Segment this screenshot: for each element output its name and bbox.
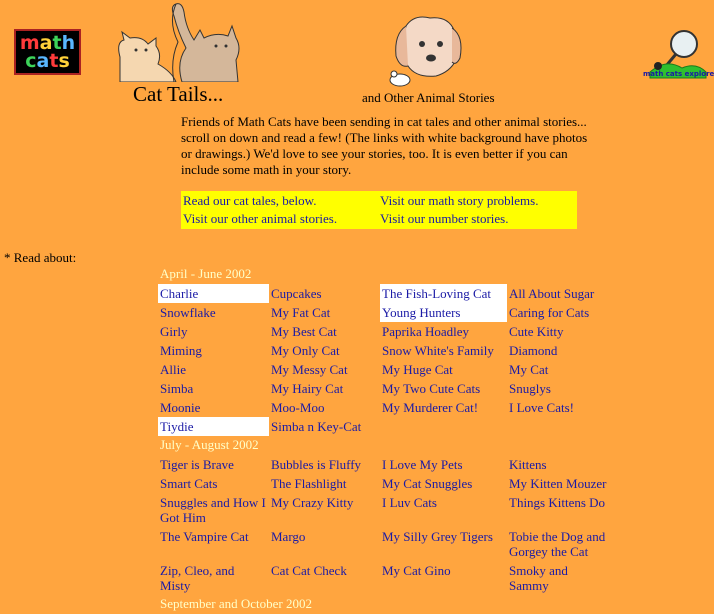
read-about-label: * Read about: [4,250,77,265]
logo-letter: t [49,50,59,72]
story-link[interactable]: My Two Cute Cats [382,381,481,396]
story-link[interactable]: My Cat [509,362,549,377]
story-link[interactable]: Snowflake [160,305,216,320]
math-cats-logo[interactable] [14,29,81,75]
story-link[interactable]: Cupcakes [271,286,322,301]
story-link[interactable]: Young Hunters [380,303,507,322]
story-link[interactable]: Miming [160,343,202,358]
section-heading: September and October 2002 [160,596,312,611]
story-link[interactable]: My Hairy Cat [271,381,344,396]
story-link[interactable]: The Vampire Cat [160,529,249,544]
story-link[interactable]: Bubbles is Fluffy [271,457,362,472]
story-link[interactable]: Moonie [160,400,201,415]
story-link[interactable]: Paprika Hoadley [382,324,470,339]
dog-and-mouse-illustration [386,16,466,90]
story-link[interactable]: Moo-Moo [271,400,325,415]
math-story-problems-link[interactable]: Visit our math story problems. [380,193,539,208]
story-link[interactable]: Diamond [509,343,558,358]
logo-letter: s [58,50,70,72]
story-link[interactable]: Margo [271,529,306,544]
story-link[interactable]: Allie [160,362,186,377]
story-link[interactable]: My Crazy Kitty [271,495,354,510]
read-cat-tales-link[interactable]: Read our cat tales, below. [183,193,317,208]
story-link[interactable]: Tobie the Dog and Gorgey the Cat [509,529,606,559]
story-link[interactable]: My Huge Cat [382,362,453,377]
logo-word-cats [25,52,70,70]
logo-letter: a [39,32,53,54]
logo-letter: h [61,32,76,54]
story-link[interactable]: The Fish-Loving Cat [380,284,507,303]
story-grid [158,284,610,436]
logo-letter: t [52,32,62,54]
story-link[interactable]: Tiger is Brave [160,457,234,472]
story-grid [158,455,610,595]
story-link[interactable]: My Murderer Cat! [382,400,479,415]
story-link[interactable]: I Love My Pets [382,457,463,472]
story-link[interactable]: I Love Cats! [509,400,574,415]
empty-cell [507,417,610,436]
story-link[interactable]: Cat Cat Check [271,563,347,578]
empty-cell [380,417,507,436]
story-link[interactable]: My Kitten Mouzer [509,476,607,491]
story-link[interactable]: Things Kittens Do [509,495,606,510]
story-link[interactable]: My Fat Cat [271,305,331,320]
story-listing [158,265,610,614]
story-link[interactable]: Simba [160,381,194,396]
story-link[interactable]: Girly [160,324,188,339]
number-stories-link[interactable]: Visit our number stories. [380,211,509,226]
story-link[interactable]: My Best Cat [271,324,337,339]
intro-paragraph: Friends of Math Cats have been sending in cat tales and other animal stories... scroll on down and read a few! (The links with white background have photos or drawings.) We'd love to see your stories, too. It is even better if you can include some math in your story. [181,114,588,177]
explore-caption[interactable]: math cats explore [643,70,714,78]
logo-letter: c [25,50,37,72]
section-heading: April - June 2002 [160,266,252,281]
story-link[interactable]: All About Sugar [509,286,595,301]
page-subtitle: and Other Animal Stories [362,90,495,105]
logo-letter: a [36,50,50,72]
story-link[interactable]: My Cat Snuggles [382,476,473,491]
story-link[interactable]: Snow White's Family [382,343,494,358]
story-link[interactable]: Cute Kitty [509,324,564,339]
story-link[interactable]: Charlie [158,284,269,303]
story-link[interactable]: Tiydie [158,417,269,436]
story-link[interactable]: The Flashlight [271,476,347,491]
story-link[interactable]: Snuglys [509,381,551,396]
story-link[interactable]: Simba n Key-Cat [271,419,362,434]
story-link[interactable]: My Silly Grey Tigers [382,529,493,544]
story-link[interactable]: Smart Cats [160,476,218,491]
story-link[interactable]: My Only Cat [271,343,340,358]
logo-letter: m [19,32,40,54]
navigation-box [181,191,577,229]
story-link[interactable]: Caring for Cats [509,305,590,320]
page-title: Cat Tails... [133,82,224,106]
story-link[interactable]: My Messy Cat [271,362,348,377]
story-link[interactable]: I Luv Cats [382,495,437,510]
story-link[interactable]: My Cat Gino [382,563,451,578]
other-animal-stories-link[interactable]: Visit our other animal stories. [183,211,338,226]
story-link[interactable]: Kittens [509,457,547,472]
section-heading: July - August 2002 [160,437,259,452]
cats-illustration [112,2,242,82]
story-link[interactable]: Snuggles and How I Got Him [160,495,266,525]
story-link[interactable]: Smoky and Sammy [509,563,568,593]
story-link[interactable]: Zip, Cleo, and Misty [160,563,235,593]
